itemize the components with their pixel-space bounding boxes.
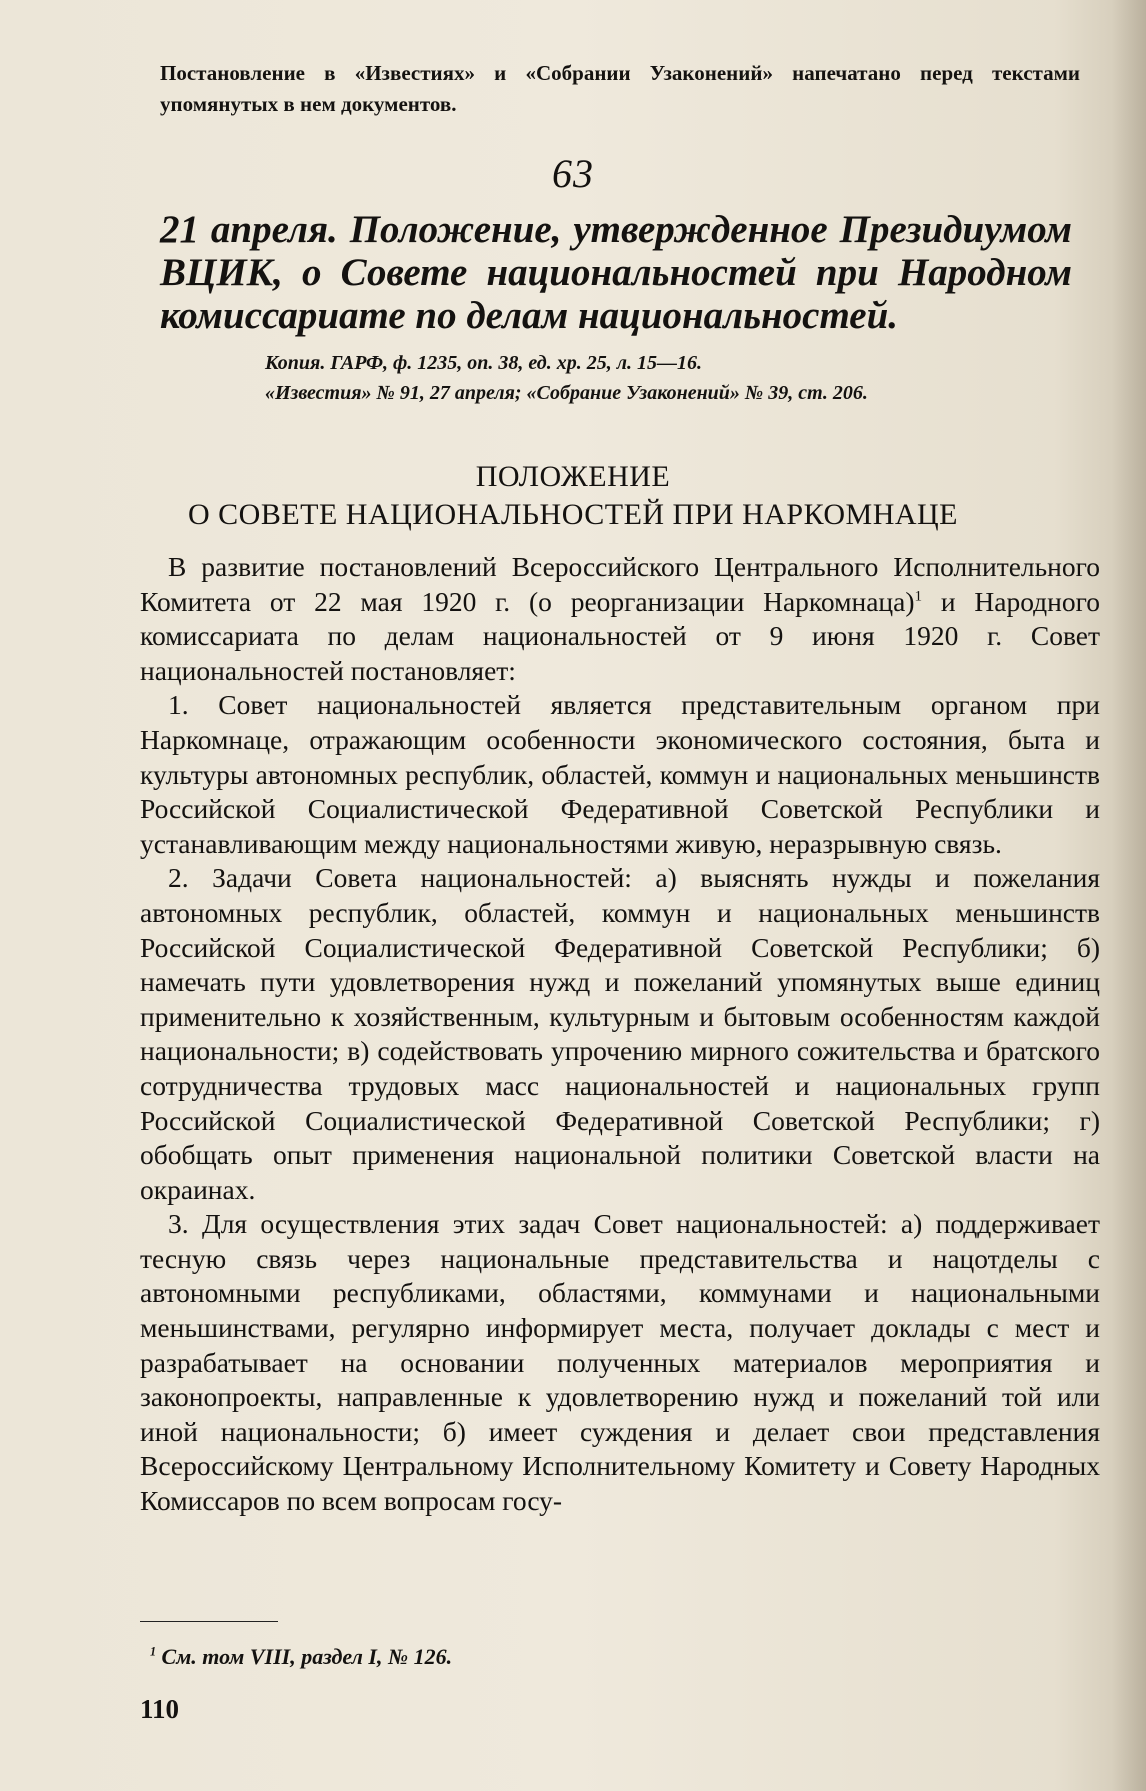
preamble-text-2: и Народного комиссариата по делам национальностей от 9 июня 1920 г. Совет национальностей постановляет: (140, 585, 1100, 686)
archival-sources (265, 348, 1080, 408)
paragraph-3: 3. Для осуществления этих задач Совет национальностей: а) поддерживает тесную связь через национальные представительства и нацотделы с автономными республиками, областями, коммунами и национальными меньшинствами, регулярно информирует места, получает доклады с мест и разрабатывает на основании полученных материалов мероприятия и законопроекты, направленные к удовлетворению нужд и пожеланий той или иной национальности; б) имеет суждения и делает свои представления Всероссийскому Центральному Исполнительному Комитету и Совету Народных Комиссаров по всем вопросам госу- (140, 1208, 1100, 1517)
document-title: 21 апреля. Положение, утвержденное Президиумом ВЦИК, о Совете национальностей при Народном комиссариате по делам национальностей. (160, 208, 1072, 337)
heading-line-2: О СОВЕТЕ НАЦИОНАЛЬНОСТЕЙ ПРИ НАРКОМНАЦЕ (187, 498, 959, 531)
preamble-paragraph (140, 550, 1100, 688)
footnote-text: См. том VIII, раздел I, № 126. (161, 1644, 453, 1669)
intro-note: Постановление в «Известиях» и «Собрании Узаконений» напечатано перед текстами упомянутых в нем документов. (160, 61, 1080, 116)
footnote-divider (140, 1621, 278, 1622)
footnote-reference: 1 (914, 588, 923, 605)
page-edge-shadow (1112, 0, 1146, 1791)
source-archive: Копия. ГАРФ, ф. 1235, оп. 38, ед. хр. 25, л. 15—16. (265, 352, 702, 374)
preamble-text-1: В развитие постановлений Всероссийского Центрального Исполнительного Комитета от 22 мая 1920 г. (о реорганизации Наркомнаца) (140, 551, 1100, 617)
heading-line-1: ПОЛОЖЕНИЕ (475, 460, 671, 493)
document-number: 63 (552, 151, 594, 196)
section-heading (0, 458, 1146, 534)
document-body (140, 550, 1100, 1519)
source-publication: «Известия» № 91, 27 апреля; «Собрание Узаконений» № 39, ст. 206. (265, 382, 868, 404)
paragraph-2: 2. Задачи Совета национальностей: а) выяснять нужды и пожелания автономных республик, областей, коммун и национальных меньшинств Российской Социалистической Федеративной Советской Республики; б) намечать пути удовлетворения нужд и пожеланий упомянутых выше единиц применительно к хозяйственным, культурным и бытовым особенностям каждой национальности; в) содействовать упрочению мирного сожительства и братского сотрудничества трудовых масс национальностей и национальных групп Российской Социалистической Федеративной Советской Республики; г) обобщать опыт применения национальной политики Советской власти на окраинах. (140, 862, 1100, 1205)
page-number: 110 (140, 1694, 180, 1724)
footnote-marker: 1 (150, 1644, 157, 1659)
footnote (150, 1644, 950, 1670)
paragraph-1: 1. Совет национальностей является представительным органом при Наркомнаце, отражающим особенности экономического состояния, быта и культуры автономных республик, областей, коммун и национальных меньшинств Российской Социалистической Федеративной Советской Республики и устанавливающим между национальностями живую, неразрывную связь. (140, 689, 1100, 859)
